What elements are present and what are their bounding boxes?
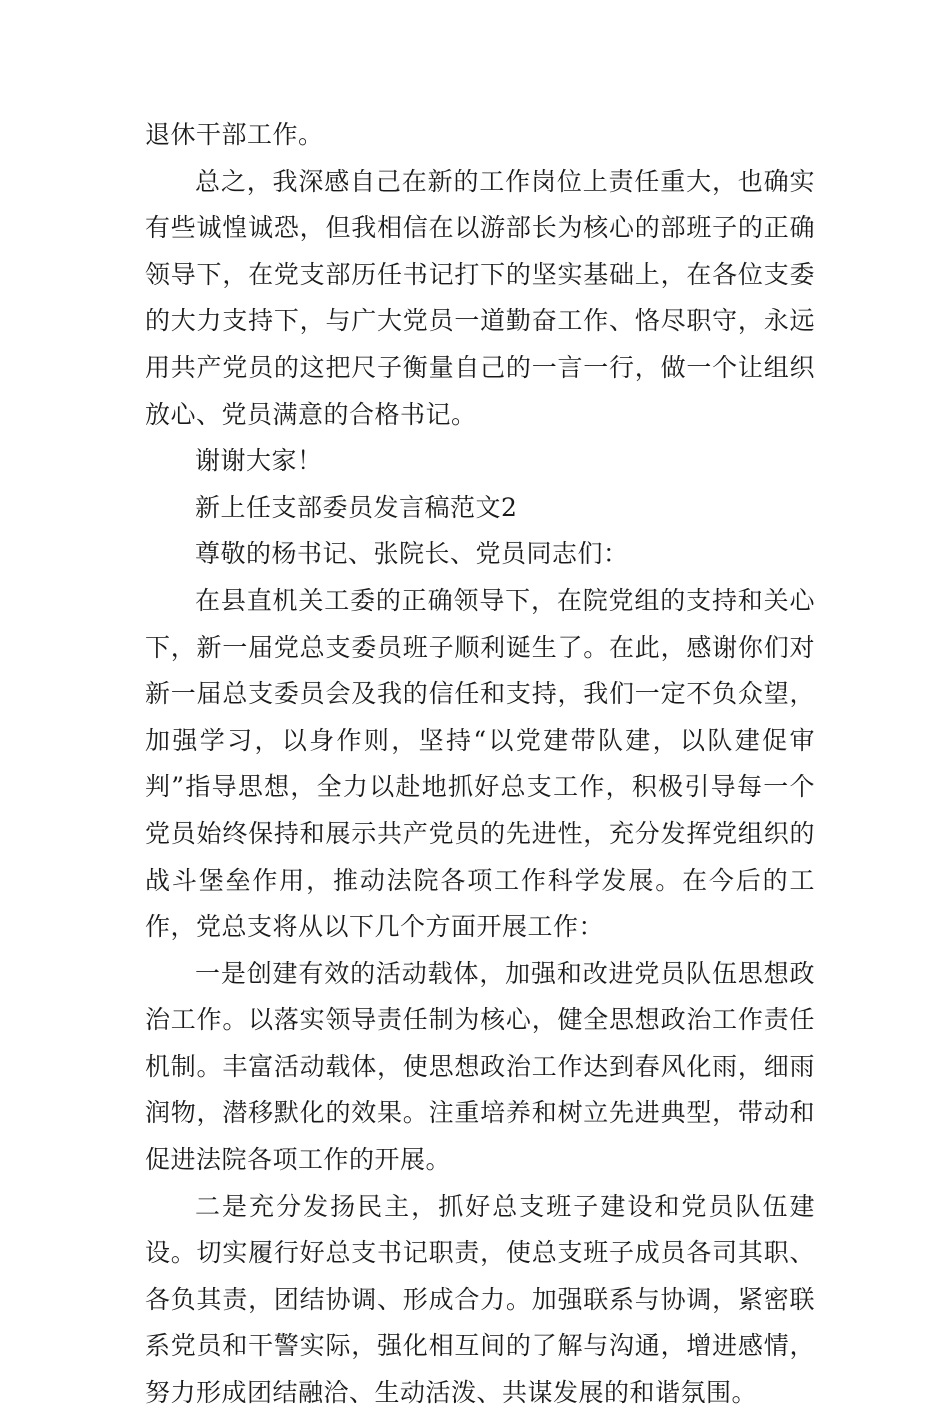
paragraph-6: 在县直机关工委的正确领导下，在院党组的支持和关心下，新一届党总支委员班子顺利诞生了。在此，感谢你们对新一届总支委员会及我的信任和支持，我们一定不负众望，加强学习，以身作则，坚持“以党建带队建，以队建促审判”指导思想，全力以赴地抓好总支工作，积极引导每一个党员始终保持和展示共产党员的先进性，充分发挥党组织的战斗堡垒作用，推动法院各项工作科学发展。在今后的工作，党总支将从以下几个方面开展工作： bbox=[145, 585, 815, 942]
paragraph-8: 二是充分发扬民主，抓好总支班子建设和党员队伍建设。切实履行好总支书记职责，使总支班子成员各司其职、各负其责，团结协调、形成合力。加强联系与协调，紧密联系党员和干警实际，强化相互间的了解与沟通，增进感情，努力形成团结融洽、生动活泼、共谋发展的和谐氛围。 bbox=[145, 1191, 815, 1408]
paragraph-5-salutation: 尊敬的杨书记、张院长、党员同志们： bbox=[195, 539, 629, 569]
paragraph-3: 谢谢大家！ bbox=[195, 446, 323, 476]
paragraph-4-heading: 新上任支部委员发言稿范文2 bbox=[195, 492, 518, 522]
paragraph-2: 总之，我深感自己在新的工作岗位上责任重大，也确实有些诚惶诚恐，但我相信在以游部长为核心的部班子的正确领导下，在党支部历任书记打下的坚实基础上，在各位支委的大力支持下，与广大党员一道勤奋工作、恪尽职守，永远用共产党员的这把尺子衡量自己的一言一行，做一个让组织放心、党员满意的合格书记。 bbox=[145, 166, 815, 429]
paragraph-7: 一是创建有效的活动载体，加强和改进党员队伍思想政治工作。以落实领导责任制为核心，健全思想政治工作责任机制。丰富活动载体，使思想政治工作达到春风化雨，细雨润物，潜移默化的效果。注重培养和树立先进典型，带动和促进法院各项工作的开展。 bbox=[145, 958, 815, 1175]
document-body bbox=[145, 112, 815, 1417]
paragraph-1: 退休干部工作。 bbox=[145, 120, 324, 149]
